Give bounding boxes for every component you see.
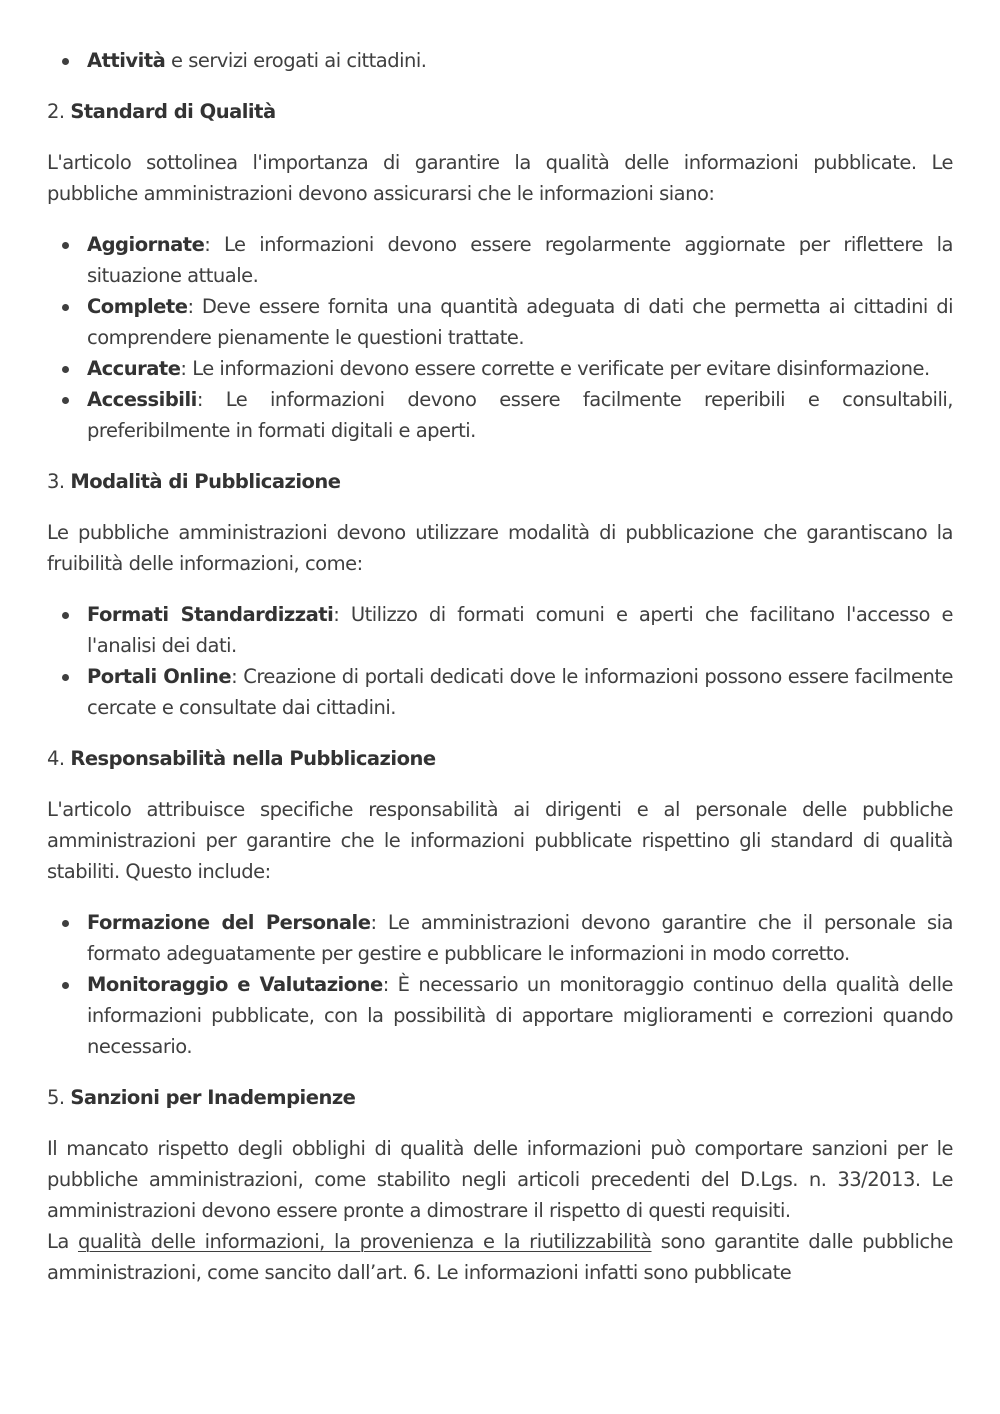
bullet-icon — [62, 242, 69, 249]
bullet-icon — [62, 674, 69, 681]
item-text: : Le informazioni devono essere facilmente reperibili e consultabili, preferibilmente in formati digitali e aperti. — [87, 388, 953, 442]
top-list — [47, 45, 953, 76]
closing-paragraph — [47, 1226, 953, 1288]
section-intro: L'articolo attribuisce specifiche responsabilità ai dirigenti e al personale delle pubbliche amministrazioni per garantire che le informazioni pubblicate rispettino gli standard di qualità stabiliti. Questo include: — [47, 798, 953, 883]
section-intro: Il mancato rispetto degli obblighi di qualità delle informazioni può comportare sanzioni per le pubbliche amministrazioni, come stabilito negli articoli precedenti del D.Lgs. n. 33/2013. Le amministrazioni devono essere pronte a dimostrare il rispetto di questi requisiti. — [47, 1137, 953, 1222]
list-item — [47, 353, 953, 384]
item-text: : Le amministrazioni devono garantire che il personale sia formato adeguatamente per gestire e pubblicare le informazioni in modo corretto. — [87, 911, 953, 965]
item-term: Accessibili — [87, 388, 197, 411]
section-heading-5 — [47, 1082, 953, 1113]
item-term: Formazione del Personale — [87, 911, 371, 934]
item-term: Formati Standardizzati — [87, 603, 334, 626]
bullet-icon — [62, 920, 69, 927]
section-number: 2. — [47, 100, 71, 123]
section-intro: L'articolo sottolinea l'importanza di garantire la qualità delle informazioni pubblicate. Le pubbliche amministrazioni devono assicurarsi che le informazioni siano: — [47, 151, 953, 205]
item-term: Complete — [87, 295, 188, 318]
bullet-icon — [62, 304, 69, 311]
list-item — [47, 907, 953, 969]
item-text: e servizi erogati ai cittadini. — [165, 49, 427, 72]
list-item — [47, 969, 953, 1062]
section-2-list — [47, 229, 953, 446]
section-heading-4 — [47, 743, 953, 774]
section-number: 5. — [47, 1086, 71, 1109]
item-term: Aggiornate — [87, 233, 205, 256]
item-text: : Utilizzo di formati comuni e aperti che facilitano l'accesso e l'analisi dei dati. — [87, 603, 953, 657]
closing-text-end: sono garantite dalle pubbliche amministrazioni, come sancito dall’art. 6. Le informazioni infatti sono pubblicate — [47, 1230, 953, 1284]
section-3-list — [47, 599, 953, 723]
closing-text-start: La — [47, 1230, 78, 1253]
bullet-icon — [62, 612, 69, 619]
item-term: Accurate — [87, 357, 181, 380]
list-item — [47, 229, 953, 291]
section-heading-2 — [47, 96, 953, 127]
list-item — [47, 291, 953, 353]
item-term: Monitoraggio e Valutazione — [87, 973, 383, 996]
item-text: : Le informazioni devono essere regolarmente aggiornate per riflettere la situazione attuale. — [87, 233, 953, 287]
section-title: Modalità di Pubblicazione — [70, 470, 341, 493]
bullet-icon — [62, 58, 69, 65]
bullet-icon — [62, 366, 69, 373]
section-title: Responsabilità nella Pubblicazione — [70, 747, 436, 770]
list-item — [47, 384, 953, 446]
quality-link[interactable]: qualità delle informazioni, la provenienza e la riutilizzabilità — [77, 1230, 652, 1253]
section-intro: Le pubbliche amministrazioni devono utilizzare modalità di pubblicazione che garantiscano la fruibilità delle informazioni, come: — [47, 521, 953, 575]
section-title: Sanzioni per Inadempienze — [70, 1086, 356, 1109]
section-4-list — [47, 907, 953, 1062]
item-text: : Creazione di portali dedicati dove le informazioni possono essere facilmente cercate e consultate dai cittadini. — [87, 665, 953, 719]
section-number: 4. — [47, 747, 71, 770]
bullet-icon — [62, 397, 69, 404]
item-text: : È necessario un monitoraggio continuo della qualità delle informazioni pubblicate, con la possibilità di apportare miglioramenti e correzioni quando necessario. — [87, 973, 953, 1058]
list-item — [47, 599, 953, 661]
item-term: Attività — [87, 49, 166, 72]
item-term: Portali Online — [87, 665, 232, 688]
section-number: 3. — [47, 470, 71, 493]
section-heading-3 — [47, 466, 953, 497]
item-text: : Deve essere fornita una quantità adeguata di dati che permetta ai cittadini di comprendere pienamente le questioni trattate. — [87, 295, 953, 349]
bullet-icon — [62, 982, 69, 989]
list-item — [47, 661, 953, 723]
item-text: : Le informazioni devono essere corrette e verificate per evitare disinformazione. — [180, 357, 930, 380]
section-title: Standard di Qualità — [70, 100, 276, 123]
list-item — [47, 45, 953, 76]
